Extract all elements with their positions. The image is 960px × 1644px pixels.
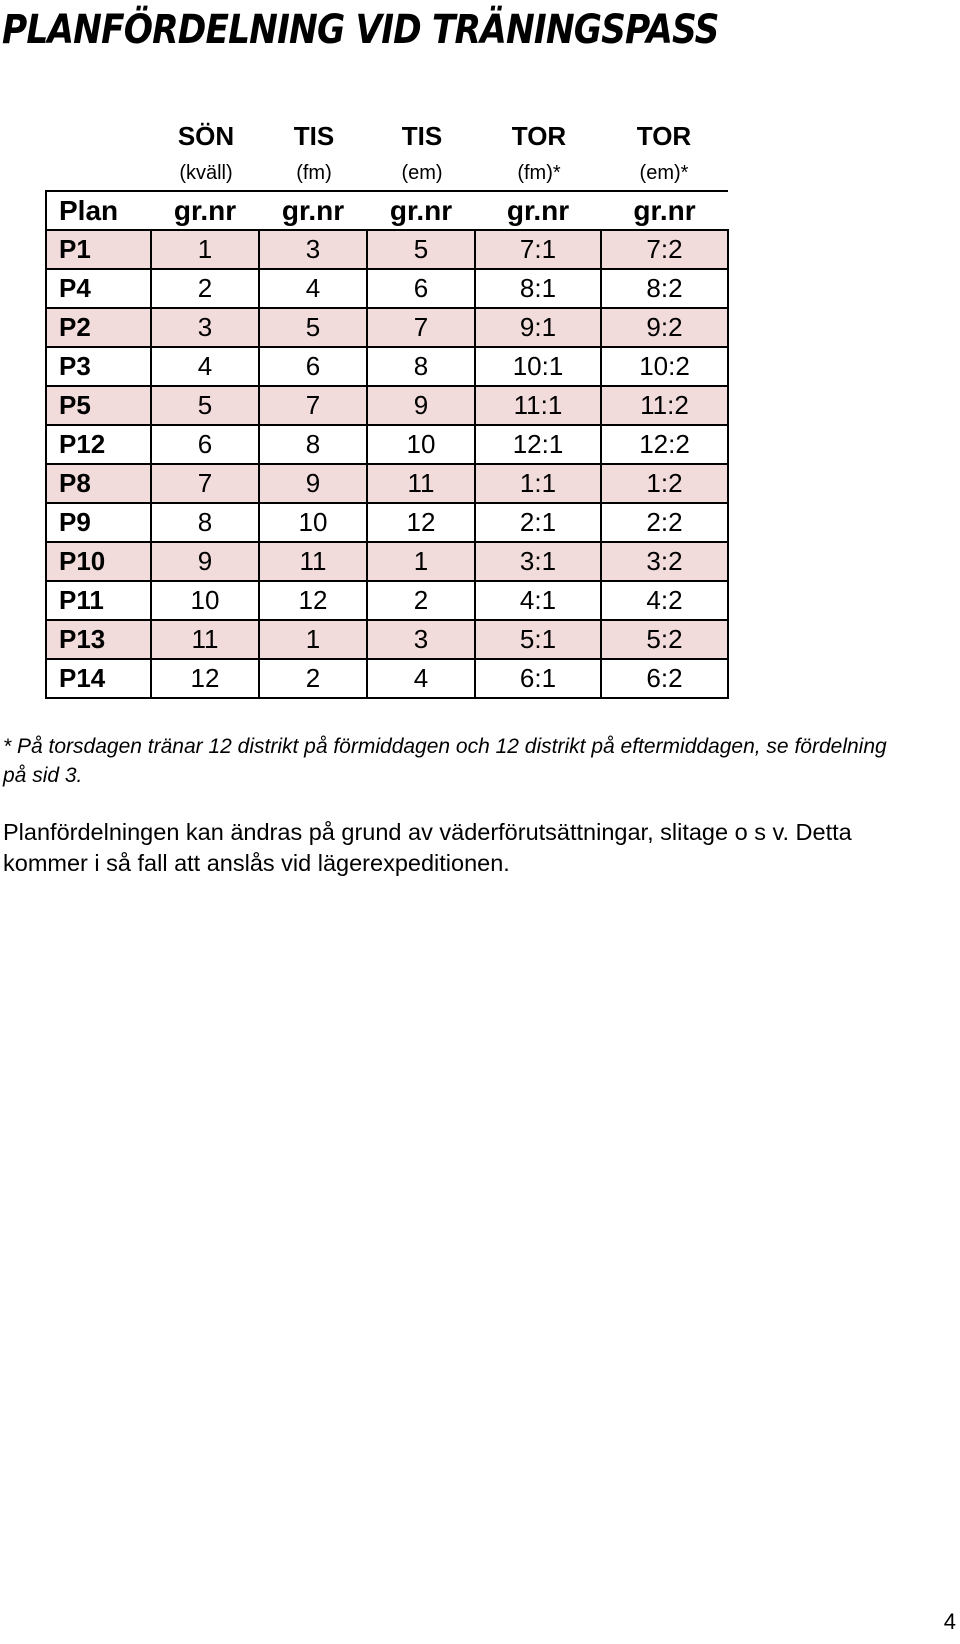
plan-name-cell: P2: [46, 308, 151, 347]
plan-name-cell: P3: [46, 347, 151, 386]
group-number-cell: 7: [259, 386, 367, 425]
group-number-cell: 7:2: [601, 230, 728, 269]
column-header: Plan: [46, 191, 151, 230]
day-label: TIS: [293, 121, 335, 151]
table-row: [46, 269, 728, 308]
table-row: [46, 503, 728, 542]
group-number-cell: 12: [151, 659, 259, 698]
group-number-cell: 5: [259, 308, 367, 347]
group-number-cell: 7: [151, 464, 259, 503]
group-number-cell: 4:1: [475, 581, 601, 620]
group-number-cell: 12: [259, 581, 367, 620]
day-label: TOR: [636, 121, 692, 151]
column-header: gr.nr: [151, 191, 259, 230]
group-number-cell: 4:2: [601, 581, 728, 620]
group-number-cell: 4: [367, 659, 475, 698]
group-number-cell: 1: [259, 620, 367, 659]
group-number-cell: 8:2: [601, 269, 728, 308]
period-label: (fm)*: [517, 162, 561, 184]
plan-name-cell: P8: [46, 464, 151, 503]
group-number-cell: 10: [367, 425, 475, 464]
table-row: [46, 542, 728, 581]
table-body: [46, 230, 728, 698]
plan-name-cell: P11: [46, 581, 151, 620]
group-number-cell: 11:1: [475, 386, 601, 425]
group-number-cell: 9:1: [475, 308, 601, 347]
table-row: [46, 620, 728, 659]
plan-name-cell: P14: [46, 659, 151, 698]
day-label: TOR: [511, 121, 567, 151]
group-number-cell: 3:1: [475, 542, 601, 581]
group-number-cell: 11: [259, 542, 367, 581]
group-number-cell: 10:2: [601, 347, 728, 386]
group-number-cell: 11: [367, 464, 475, 503]
table-row: [46, 230, 728, 269]
group-number-cell: 3: [367, 620, 475, 659]
plan-name-cell: P5: [46, 386, 151, 425]
page-number: 4: [943, 1609, 956, 1634]
table-row: [46, 464, 728, 503]
period-header-row: [152, 160, 726, 186]
group-number-cell: 9: [367, 386, 475, 425]
group-number-cell: 9: [259, 464, 367, 503]
group-number-cell: 10: [259, 503, 367, 542]
group-number-cell: 5: [367, 230, 475, 269]
column-header: gr.nr: [367, 191, 475, 230]
day-label: SÖN: [177, 121, 235, 151]
group-number-cell: 5:1: [475, 620, 601, 659]
group-number-cell: 2: [151, 269, 259, 308]
footnote: * På torsdagen tränar 12 distrikt på förmiddagen och 12 distrikt på eftermiddagen, se fördelning på sid 3.: [3, 735, 887, 787]
table-row: [46, 308, 728, 347]
plan-name-cell: P10: [46, 542, 151, 581]
group-number-cell: 2: [367, 581, 475, 620]
group-number-cell: 5:2: [601, 620, 728, 659]
plan-name-cell: P1: [46, 230, 151, 269]
column-header: gr.nr: [259, 191, 367, 230]
group-number-cell: 5: [151, 386, 259, 425]
group-number-cell: 8: [151, 503, 259, 542]
group-number-cell: 3: [259, 230, 367, 269]
period-label: (em): [401, 162, 443, 184]
table-row: [46, 386, 728, 425]
schedule-note: Planfördelningen kan ändras på grund av väderförutsättningar, slitage o s v. Detta kommer i så fall att anslås vid lägerexpeditionen.: [3, 819, 852, 876]
column-header: gr.nr: [475, 191, 601, 230]
group-number-cell: 6: [367, 269, 475, 308]
group-number-cell: 1: [151, 230, 259, 269]
page-title: PLANFÖRDELNING VID TRÄNINGSPASS: [2, 7, 719, 53]
group-number-cell: 11: [151, 620, 259, 659]
group-number-cell: 4: [151, 347, 259, 386]
table-row: [46, 425, 728, 464]
group-number-cell: 4: [259, 269, 367, 308]
group-number-cell: 11:2: [601, 386, 728, 425]
period-label: (em)*: [639, 162, 689, 184]
group-number-cell: 9: [151, 542, 259, 581]
table-row: [46, 581, 728, 620]
group-number-cell: 3:2: [601, 542, 728, 581]
period-label: (fm): [296, 162, 332, 184]
plan-name-cell: P12: [46, 425, 151, 464]
group-number-cell: 6:1: [475, 659, 601, 698]
group-number-cell: 10:1: [475, 347, 601, 386]
group-number-cell: 8:1: [475, 269, 601, 308]
plan-name-cell: P4: [46, 269, 151, 308]
plan-name-cell: P9: [46, 503, 151, 542]
group-number-cell: 10: [151, 581, 259, 620]
table-header-row: [46, 191, 728, 230]
group-number-cell: 7:1: [475, 230, 601, 269]
group-number-cell: 1:2: [601, 464, 728, 503]
table-row: [46, 659, 728, 698]
group-number-cell: 8: [259, 425, 367, 464]
day-header-row: [152, 118, 726, 154]
column-header: gr.nr: [601, 191, 728, 230]
group-number-cell: 12:2: [601, 425, 728, 464]
group-number-cell: 2:2: [601, 503, 728, 542]
group-number-cell: 6: [151, 425, 259, 464]
group-number-cell: 6: [259, 347, 367, 386]
day-label: TIS: [401, 121, 443, 151]
group-number-cell: 1: [367, 542, 475, 581]
plan-name-cell: P13: [46, 620, 151, 659]
group-number-cell: 12:1: [475, 425, 601, 464]
table-row: [46, 347, 728, 386]
group-number-cell: 12: [367, 503, 475, 542]
period-label: (kväll): [179, 162, 233, 184]
group-number-cell: 2: [259, 659, 367, 698]
group-number-cell: 3: [151, 308, 259, 347]
group-number-cell: 1:1: [475, 464, 601, 503]
group-number-cell: 7: [367, 308, 475, 347]
plan-distribution-table: [45, 190, 729, 699]
group-number-cell: 8: [367, 347, 475, 386]
group-number-cell: 6:2: [601, 659, 728, 698]
group-number-cell: 2:1: [475, 503, 601, 542]
group-number-cell: 9:2: [601, 308, 728, 347]
